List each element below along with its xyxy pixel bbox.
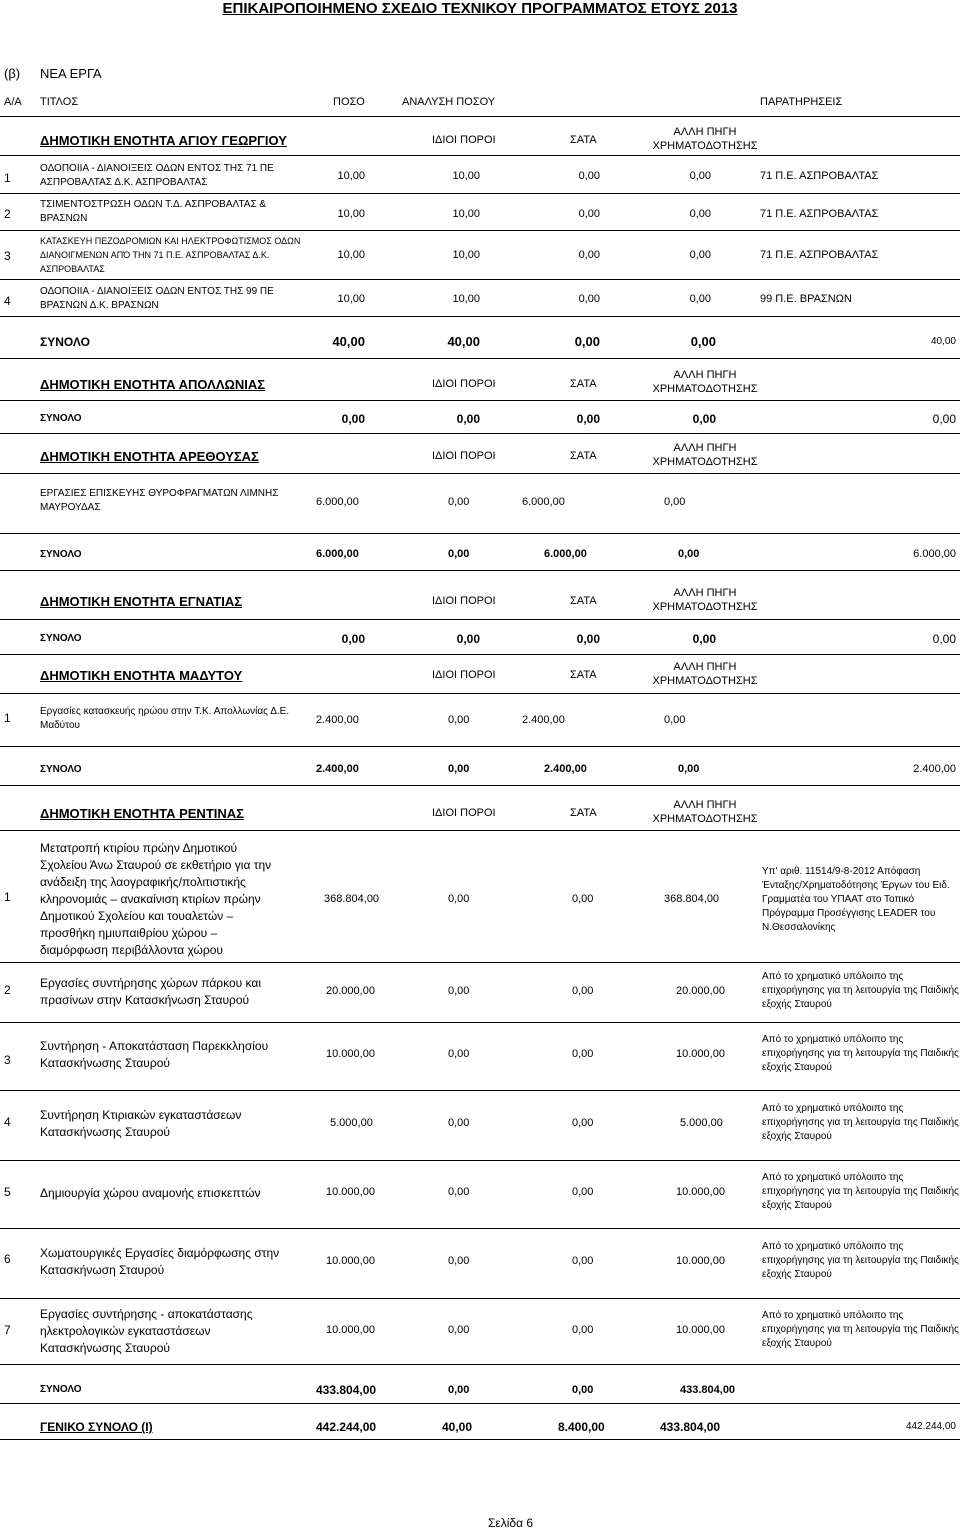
- total-right: 6.000,00: [913, 548, 956, 560]
- total-amount: 40,00: [332, 334, 365, 349]
- row-divider: [0, 193, 960, 194]
- row-amount: 2.400,00: [316, 714, 359, 726]
- total-sata: 0,00: [572, 1384, 594, 1396]
- total-other: 0,00: [692, 412, 716, 426]
- unit-title-arethousa: ΔΗΜΟΤΙΚΗ ΕΝΟΤΗΤΑ ΑΡΕΘΟΥΣΑΣ: [40, 449, 259, 464]
- label-other-source-l2: ΧΡΗΜΑΤΟΔΟΤΗΣΗΣ: [652, 601, 758, 613]
- row-title-line: πρασίνων στην Κατασκήνωση Σταυρού: [40, 993, 250, 1007]
- row-title-line: διαμόρφωση περιβάλλοντα χώρου: [40, 943, 223, 957]
- row-title-line: ΜΑΥΡΟΥΔΑΣ: [40, 502, 101, 513]
- label-other-source-l1: ΑΛΛΗ ΠΗΓΗ: [673, 587, 737, 599]
- row-number: 2: [4, 983, 11, 997]
- row-amount: 10,00: [337, 170, 365, 182]
- row-other: 10.000,00: [676, 1255, 725, 1267]
- row-title-line: Κατασκήνωση Σταυρού: [40, 1263, 165, 1277]
- row-divider: [0, 358, 960, 359]
- total-label: ΣΥΝΟΛΟ: [40, 335, 90, 349]
- row-title-line: κληρονομιάς – ανακαίνιση κτιρίων πρώην: [40, 892, 261, 906]
- row-sata: 0,00: [578, 208, 600, 220]
- grand-total-label: ΓΕΝΙΚΟ ΣΥΝΟΛΟ (Ι): [40, 1420, 153, 1434]
- row-amount: 368.804,00: [324, 893, 380, 905]
- row-other: 368.804,00: [664, 893, 720, 905]
- row-divider: [0, 279, 960, 280]
- row-divider: [0, 533, 960, 534]
- total-right: 2.400,00: [913, 763, 956, 775]
- row-other: 0,00: [689, 249, 711, 261]
- row-title-line: ΤΣΙΜΕΝΤΟΣΤΡΩΣΗ ΟΔΩΝ Τ.Δ. ΑΣΠΡΟΒΑΛΤΑΣ &: [40, 199, 267, 210]
- label-other-source-l1: ΑΛΛΗ ΠΗΓΗ: [673, 799, 737, 811]
- row-title-line: Δημιουργία χώρου αναμονής επισκεπτών: [40, 1186, 261, 1200]
- row-number: 1: [4, 890, 11, 904]
- section-id: (β): [4, 66, 21, 81]
- total-own: 0,00: [448, 763, 470, 775]
- row-title-line: Εργασίες συντήρησης - αποκατάστασης: [40, 1307, 253, 1321]
- row-note-line: επιχορήγησης για τη λειτουργία της Παιδικής: [762, 1117, 959, 1128]
- total-label: ΣΥΝΟΛΟ: [40, 764, 82, 775]
- total-own: 0,00: [456, 412, 480, 426]
- row-number: 5: [4, 1185, 11, 1199]
- row-other: 0,00: [689, 170, 711, 182]
- row-title-line: ΕΡΓΑΣΙΕΣ ΕΠΙΣΚΕΥΗΣ ΘΥΡΟΦΡΑΓΜΑΤΩΝ ΛΙΜΝΗΣ: [40, 488, 279, 499]
- total-other: 433.804,00: [680, 1384, 736, 1396]
- row-sata: 0,00: [572, 1255, 594, 1267]
- label-own-resources: ΙΔΙΟΙ ΠΟΡΟΙ: [432, 378, 496, 390]
- row-note-line: επιχορήγησης για τη λειτουργία της Παιδικής: [762, 1255, 959, 1266]
- row-note-line: επιχορήγησης για τη λειτουργία της Παιδικής: [762, 985, 959, 996]
- label-other-source-l2: ΧΡΗΜΑΤΟΔΟΤΗΣΗΣ: [652, 383, 758, 395]
- row-title-line: Κατασκήνωσης Σταυρού: [40, 1341, 170, 1355]
- unit-title-apollonia: ΔΗΜΟΤΙΚΗ ΕΝΟΤΗΤΑ ΑΠΟΛΛΩΝΙΑΣ: [40, 377, 266, 392]
- row-number: 3: [4, 1053, 11, 1067]
- unit-title-agios-georgios: ΔΗΜΟΤΙΚΗ ΕΝΟΤΗΤΑ ΑΓΙΟΥ ΓΕΩΡΓΙΟΥ: [40, 133, 287, 148]
- row-note-line: εξοχής Σταυρού: [762, 1131, 832, 1142]
- total-amount: 433.804,00: [316, 1383, 377, 1397]
- row-other: 10.000,00: [676, 1324, 725, 1336]
- row-note-line: Από το χρηματικό υπόλοιπο της: [762, 1241, 904, 1252]
- section-name: ΝΕΑ ΕΡΓΑ: [40, 66, 102, 81]
- row-divider: [0, 693, 960, 694]
- row-own: 0,00: [448, 985, 470, 997]
- row-note: 71 Π.Ε. ΑΣΠΡΟΒΑΛΤΑΣ: [760, 249, 879, 261]
- row-number: 7: [4, 1323, 11, 1337]
- row-title-line: ΒΡΑΣΝΩΝ Δ.Κ. ΒΡΑΣΝΩΝ: [40, 300, 159, 311]
- row-note: 71 Π.Ε. ΑΣΠΡΟΒΑΛΤΑΣ: [760, 208, 879, 220]
- row-sata: 0,00: [572, 1048, 594, 1060]
- row-sata: 0,00: [578, 249, 600, 261]
- row-sata: 6.000,00: [522, 496, 565, 508]
- label-sata: ΣΑΤΑ: [570, 134, 597, 146]
- row-note-line: εξοχής Σταυρού: [762, 1200, 832, 1211]
- row-other: 20.000,00: [676, 985, 725, 997]
- row-divider: [0, 1228, 960, 1229]
- row-note-line: Ένταξης/Χρηματοδότησης Έργων του Ειδ.: [762, 880, 950, 891]
- row-title-line: ΟΔΟΠΟΙΙΑ - ΔΙΑΝΟΙΞΕΙΣ ΟΔΩΝ ΕΝΤΟΣ ΤΗΣ 71 ΠΕ: [40, 163, 274, 174]
- row-sata: 0,00: [572, 893, 594, 905]
- row-other: 0,00: [689, 293, 711, 305]
- total-amount: 6.000,00: [316, 548, 359, 560]
- row-own: 0,00: [448, 1186, 470, 1198]
- row-note-line: εξοχής Σταυρού: [762, 1338, 832, 1349]
- row-title-line: Μαδύτου: [40, 720, 80, 731]
- label-sata: ΣΑΤΑ: [570, 669, 597, 681]
- row-divider: [0, 746, 960, 747]
- row-divider: [0, 1403, 960, 1404]
- row-other: 0,00: [664, 496, 686, 508]
- row-divider: [0, 1439, 960, 1440]
- row-note: 71 Π.Ε. ΑΣΠΡΟΒΑΛΤΑΣ: [760, 170, 879, 182]
- row-note-line: εξοχής Σταυρού: [762, 999, 832, 1010]
- row-note-line: Πρόγραμμα Προσέγγισης LEADER του: [762, 908, 936, 919]
- row-divider: [0, 1090, 960, 1091]
- row-divider: [0, 400, 960, 401]
- grand-total-other: 433.804,00: [660, 1420, 721, 1434]
- row-note-line: εξοχής Σταυρού: [762, 1269, 832, 1280]
- row-amount: 10,00: [337, 208, 365, 220]
- row-note-line: Ν.Θεσσαλονίκης: [762, 922, 836, 933]
- total-label: ΣΥΝΟΛΟ: [40, 413, 82, 424]
- row-own: 0,00: [448, 1324, 470, 1336]
- row-own: 0,00: [448, 496, 470, 508]
- row-title-line: Εργασίες συντήρησης χώρων πάρκου και: [40, 976, 262, 990]
- row-divider: [0, 962, 960, 963]
- col-header-aa: Α/Α: [4, 96, 22, 108]
- row-title-line: Συντήρηση Κτιριακών εγκαταστάσεων: [40, 1108, 242, 1122]
- total-other: 0,00: [678, 548, 700, 560]
- label-other-source-l2: ΧΡΗΜΑΤΟΔΟΤΗΣΗΣ: [652, 813, 758, 825]
- row-title-line: ΒΡΑΣΝΩΝ: [40, 213, 88, 224]
- row-divider: [0, 230, 960, 231]
- label-other-source-l1: ΑΛΛΗ ΠΗΓΗ: [673, 661, 737, 673]
- row-divider: [0, 785, 960, 786]
- total-amount: 0,00: [341, 412, 365, 426]
- label-other-source-l2: ΧΡΗΜΑΤΟΔΟΤΗΣΗΣ: [652, 456, 758, 468]
- row-sata: 0,00: [572, 1324, 594, 1336]
- label-other-source-l1: ΑΛΛΗ ΠΗΓΗ: [673, 442, 737, 454]
- unit-title-egnatia: ΔΗΜΟΤΙΚΗ ΕΝΟΤΗΤΑ ΕΓΝΑΤΙΑΣ: [40, 594, 243, 609]
- row-title-line: ηλεκτρολογικών εγκαταστάσεων: [40, 1324, 211, 1338]
- row-note-line: Από το χρηματικό υπόλοιπο της: [762, 1172, 904, 1183]
- row-other: 5.000,00: [680, 1117, 723, 1129]
- label-own-resources: ΙΔΙΟΙ ΠΟΡΟΙ: [432, 450, 496, 462]
- total-right: 0,00: [932, 412, 956, 426]
- row-own: 10,00: [452, 208, 480, 220]
- row-number: 6: [4, 1252, 11, 1266]
- row-sata: 0,00: [578, 293, 600, 305]
- row-number: 4: [4, 294, 11, 308]
- row-divider: [0, 619, 960, 620]
- row-divider: [0, 1364, 960, 1365]
- row-divider: [0, 654, 960, 655]
- row-note-line: Από το χρηματικό υπόλοιπο της: [762, 1310, 904, 1321]
- label-sata: ΣΑΤΑ: [570, 807, 597, 819]
- label-sata: ΣΑΤΑ: [570, 595, 597, 607]
- total-right: 0,00: [932, 632, 956, 646]
- row-other: 10.000,00: [676, 1186, 725, 1198]
- label-other-source-l1: ΑΛΛΗ ΠΗΓΗ: [673, 369, 737, 381]
- row-divider: [0, 1160, 960, 1161]
- row-amount: 10.000,00: [326, 1186, 375, 1198]
- page-number: Σελίδα 6: [488, 1516, 534, 1530]
- row-own: 10,00: [452, 249, 480, 261]
- col-header-analysis: ΑΝΑΛΥΣΗ ΠΟΣΟΥ: [402, 96, 496, 108]
- row-title-line: ΑΣΠΡΟΒΑΛΤΑΣ: [40, 264, 105, 274]
- total-own: 40,00: [447, 334, 480, 349]
- row-other: 10.000,00: [676, 1048, 725, 1060]
- row-title-line: Κατασκήνωσης Σταυρού: [40, 1056, 170, 1070]
- total-amount: 2.400,00: [316, 763, 359, 775]
- row-other: 0,00: [664, 714, 686, 726]
- grand-total-amount: 442.244,00: [316, 1420, 377, 1434]
- total-right: 40,00: [930, 336, 956, 347]
- row-title-line: ΟΔΟΠΟΙΙΑ - ΔΙΑΝΟΙΞΕΙΣ ΟΔΩΝ ΕΝΤΟΣ ΤΗΣ 99 ΠΕ: [40, 286, 274, 297]
- row-title-line: Συντήρηση - Αποκατάσταση Παρεκκλησίου: [40, 1039, 269, 1053]
- row-divider: [0, 1022, 960, 1023]
- row-note-line: Γραμματέα του ΥΠΑΑΤ στο Τοπικό: [762, 894, 915, 905]
- total-sata: 0,00: [576, 632, 600, 646]
- label-own-resources: ΙΔΙΟΙ ΠΟΡΟΙ: [432, 595, 496, 607]
- row-note-line: Από το χρηματικό υπόλοιπο της: [762, 1103, 904, 1114]
- row-amount: 6.000,00: [316, 496, 359, 508]
- row-sata: 0,00: [572, 1186, 594, 1198]
- row-own: 0,00: [448, 893, 470, 905]
- total-own: 0,00: [456, 632, 480, 646]
- row-amount: 10.000,00: [326, 1048, 375, 1060]
- total-own: 0,00: [448, 548, 470, 560]
- total-own: 0,00: [448, 1384, 470, 1396]
- row-number: 2: [4, 207, 11, 221]
- row-number: 1: [4, 171, 11, 185]
- total-label: ΣΥΝΟΛΟ: [40, 1384, 82, 1395]
- label-other-source-l2: ΧΡΗΜΑΤΟΔΟΤΗΣΗΣ: [652, 675, 758, 687]
- row-own: 10,00: [452, 170, 480, 182]
- row-amount: 10,00: [337, 249, 365, 261]
- row-note-line: Από το χρηματικό υπόλοιπο της: [762, 971, 904, 982]
- row-number: 1: [4, 711, 11, 725]
- row-amount: 5.000,00: [330, 1117, 373, 1129]
- row-own: 0,00: [448, 1048, 470, 1060]
- grand-total-right: 442.244,00: [905, 1421, 956, 1432]
- label-sata: ΣΑΤΑ: [570, 450, 597, 462]
- row-divider: [0, 155, 960, 156]
- label-other-source-l1: ΑΛΛΗ ΠΗΓΗ: [673, 126, 737, 138]
- row-note-line: Υπ' αριθ. 11514/9-8-2012 Απόφαση: [762, 866, 921, 877]
- row-divider: [0, 316, 960, 317]
- row-title-line: Δημοτικού Σχολείου και τουαλετών –: [40, 909, 234, 923]
- row-divider: [0, 830, 960, 831]
- row-sata: 2.400,00: [522, 714, 565, 726]
- grand-total-sata: 8.400,00: [558, 1420, 605, 1434]
- row-own: 0,00: [448, 1117, 470, 1129]
- row-own: 0,00: [448, 1255, 470, 1267]
- total-label: ΣΥΝΟΛΟ: [40, 549, 82, 560]
- row-sata: 0,00: [572, 985, 594, 997]
- total-sata: 0,00: [574, 334, 600, 349]
- row-note-line: επιχορήγησης για τη λειτουργία της Παιδικής: [762, 1324, 959, 1335]
- row-number: 4: [4, 1115, 11, 1129]
- row-sata: 0,00: [572, 1117, 594, 1129]
- row-title-line: Εργασίες κατασκευής ηρώου στην Τ.Κ. Απολλωνίας Δ.Ε.: [40, 706, 290, 717]
- label-own-resources: ΙΔΙΟΙ ΠΟΡΟΙ: [432, 669, 496, 681]
- row-number: 3: [4, 249, 11, 263]
- row-title-line: προσθήκη ημιυπαιθρίου χώρου –: [40, 926, 218, 940]
- total-label: ΣΥΝΟΛΟ: [40, 633, 82, 644]
- row-own: 10,00: [452, 293, 480, 305]
- row-amount: 20.000,00: [326, 985, 375, 997]
- row-title-line: ΔΙΑΝΟΙΓΜΕΝΩΝ ΑΠΌ ΤΗΝ 71 Π.Ε. ΑΣΠΡΟΒΑΛΤΑΣ Δ.Κ.: [40, 250, 270, 260]
- label-own-resources: ΙΔΙΟΙ ΠΟΡΟΙ: [432, 807, 496, 819]
- total-other: 0,00: [692, 632, 716, 646]
- total-sata: 6.000,00: [544, 548, 587, 560]
- header-divider: [0, 116, 960, 117]
- label-other-source-l2: ΧΡΗΜΑΤΟΔΟΤΗΣΗΣ: [652, 140, 758, 152]
- row-amount: 10.000,00: [326, 1255, 375, 1267]
- unit-title-rentina: ΔΗΜΟΤΙΚΗ ΕΝΟΤΗΤΑ ΡΕΝΤΙΝΑΣ: [40, 806, 244, 821]
- row-title-line: Σχολείου Άνω Σταυρού σε εκθετήριο για την: [40, 858, 272, 872]
- total-sata: 2.400,00: [544, 763, 587, 775]
- row-other: 0,00: [689, 208, 711, 220]
- row-note-line: επιχορήγησης για τη λειτουργία της Παιδικής: [762, 1186, 959, 1197]
- row-own: 0,00: [448, 714, 470, 726]
- row-divider: [0, 1298, 960, 1299]
- row-title-line: Κατασκήνωσης Σταυρού: [40, 1125, 170, 1139]
- row-sata: 0,00: [578, 170, 600, 182]
- row-divider: [0, 570, 960, 571]
- total-amount: 0,00: [341, 632, 365, 646]
- row-note: 99 Π.Ε. ΒΡΑΣΝΩΝ: [760, 293, 852, 305]
- col-header-notes: ΠΑΡΑΤΗΡΗΣΕΙΣ: [760, 96, 843, 108]
- row-amount: 10,00: [337, 293, 365, 305]
- col-header-amount: ΠΟΣΟ: [333, 96, 365, 108]
- row-amount: 10.000,00: [326, 1324, 375, 1336]
- row-divider: [0, 433, 960, 434]
- document-title: ΕΠΙΚΑΙΡΟΠΟΙΗΜΕΝΟ ΣΧΕΔΙΟ ΤΕΧΝΙΚΟΥ ΠΡΟΓΡΑΜΜΑΤΟΣ ΕΤΟΥΣ 2013: [222, 0, 738, 17]
- row-title-line: Χωματουργικές Εργασίες διαμόρφωσης στην: [40, 1246, 280, 1260]
- row-title-line: Μετατροπή κτιρίου πρώην Δημοτικού: [40, 841, 238, 855]
- row-title-line: ΚΑΤΑΣΚΕΥΗ ΠΕΖΟΔΡΟΜΙΩΝ ΚΑΙ ΗΛΕΚΤΡΟΦΩΤΙΣΜΟΣ ΟΔΩΝ: [40, 236, 301, 246]
- total-other: 0,00: [678, 763, 700, 775]
- unit-title-madytos: ΔΗΜΟΤΙΚΗ ΕΝΟΤΗΤΑ ΜΑΔΥΤΟΥ: [40, 668, 243, 683]
- row-note-line: εξοχής Σταυρού: [762, 1062, 832, 1073]
- row-title-line: ΑΣΠΡΟΒΑΛΤΑΣ Δ.Κ. ΑΣΠΡΟΒΑΛΤΑΣ: [40, 177, 208, 188]
- total-sata: 0,00: [576, 412, 600, 426]
- col-header-title: ΤΙΤΛΟΣ: [40, 96, 79, 108]
- grand-total-own: 40,00: [442, 1420, 473, 1434]
- label-own-resources: ΙΔΙΟΙ ΠΟΡΟΙ: [432, 134, 496, 146]
- row-divider: [0, 473, 960, 474]
- row-note-line: επιχορήγησης για τη λειτουργία της Παιδικής: [762, 1048, 959, 1059]
- label-sata: ΣΑΤΑ: [570, 378, 597, 390]
- total-other: 0,00: [690, 334, 716, 349]
- row-title-line: ανάδειξη της λαογραφικής/πολιτιστικής: [40, 875, 246, 889]
- row-note-line: Από το χρηματικό υπόλοιπο της: [762, 1034, 904, 1045]
